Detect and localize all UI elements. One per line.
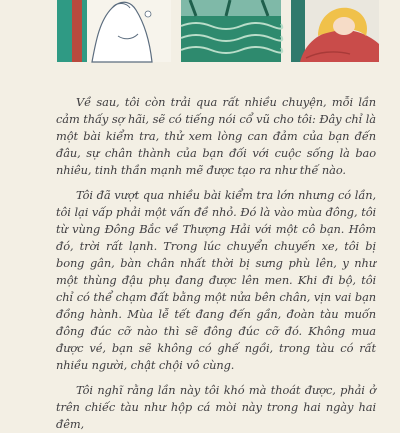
illustration-strip bbox=[0, 0, 400, 70]
illustration-middle-panel bbox=[181, 0, 282, 62]
illustration-left-panel bbox=[57, 0, 171, 62]
illustration-right-panel bbox=[291, 0, 379, 62]
girl-face bbox=[333, 17, 355, 35]
figure-hand bbox=[145, 11, 151, 17]
paragraph-1: Về sau, tôi còn trải qua rất nhiều chuyện, mỗi lần cảm thấy sợ hãi, sẽ có tiếng nói cổ vũ cho tôi: Đây chỉ là một bài kiểm tra, thử xem lòng can đảm của bạn đến đâu, sự chân thành của bạn đối với cuộc sống là bao nhiêu, tinh thần mạnh mẽ được tạo ra như thế nào. bbox=[56, 95, 376, 177]
left-panel-red-stripe bbox=[72, 0, 82, 62]
right-panel-dark-curtain bbox=[291, 0, 305, 62]
page-text-column bbox=[56, 94, 376, 433]
paragraph-2: Tôi đã vượt qua nhiều bài kiểm tra lớn nhưng có lần, tôi lại vấp phải một vấn đề nhỏ. Đó là vào mùa đông, tôi từ vùng Đông Bắc về Thượng Hải với một cô bạn. Hôm đó, trời rất lạnh. Trong lúc chuyển chuyến xe, tôi bị bong gân, bàn chân nhất thời bị sưng phù lên, y như một thùng đậu phụ đang được lên men. Khi đi bộ, tôi chỉ có thể chạm đất bằng một nửa bên chân, vịn vai bạn đồng hành. Mùa lễ tết đang đến gần, đoàn tàu muốn đông đúc cỡ nào thì sẽ đông đúc cỡ đó. Không mua được vé, bạn sẽ không có ghế ngồi, trong tàu có rất nhiều người, chật chội vô cùng. bbox=[56, 188, 376, 372]
paragraph-3: Tôi nghĩ rằng lần này tôi khó mà thoát được, phải ở trên chiếc tàu như hộp cá mòi này trong hai ngày hai đêm, bbox=[56, 383, 376, 431]
